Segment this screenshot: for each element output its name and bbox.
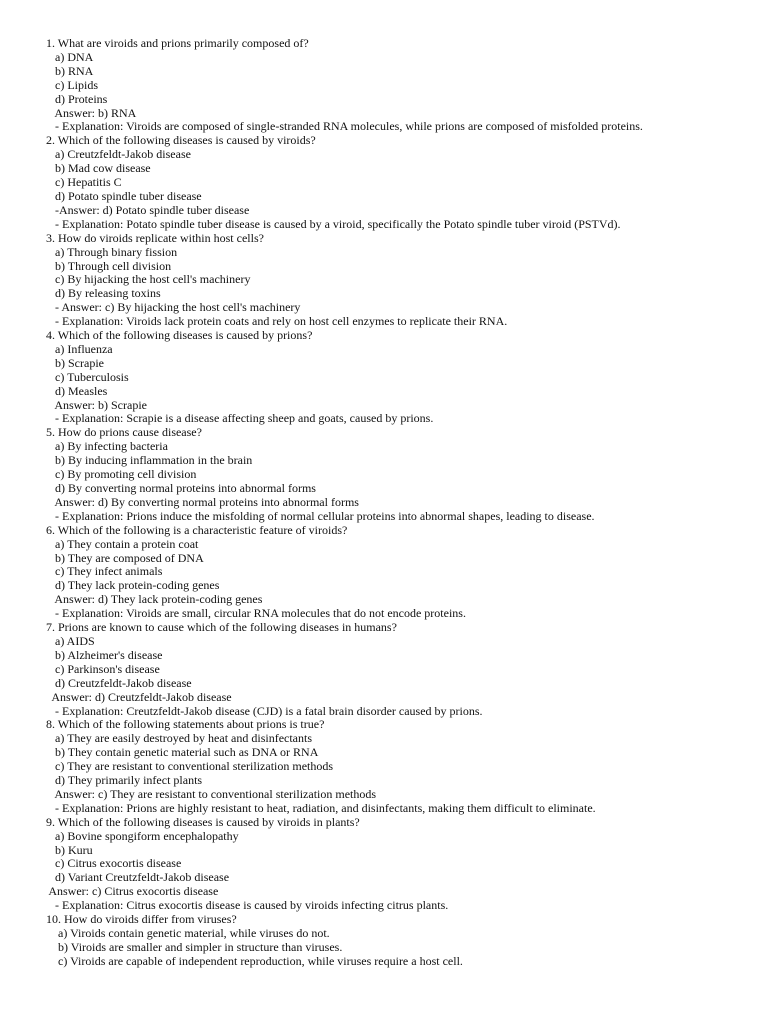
text-line: c) Lipids [46,77,98,92]
text-line: d) Measles [46,383,108,398]
text-line: - Explanation: Viroids are small, circular RNA molecules that do not encode proteins. [46,606,466,621]
text-line: a) Influenza [46,341,113,356]
text-line: -Answer: d) Potato spindle tuber disease [46,202,250,217]
text-line: a) DNA [46,49,94,64]
text-line: c) By hijacking the host cell's machinery [46,272,251,287]
text-line: a) AIDS [46,633,95,648]
text-line: a) Creutzfeldt-Jakob disease [46,147,191,162]
text-line: b) RNA [46,63,94,78]
text-line: b) Mad cow disease [46,161,151,176]
text-line: 4. Which of the following diseases is caused by prions? [46,328,313,343]
text-line: b) By inducing inflammation in the brain [46,453,253,468]
text-line: - Explanation: Potato spindle tuber disease is caused by a viroid, specifically the Potato spindle tuber viroid (PSTVd). [46,216,621,231]
text-line: 2. Which of the following diseases is caused by viroids? [46,133,316,148]
text-line: - Answer: c) By hijacking the host cell's machinery [46,300,301,315]
text-line: - Explanation: Viroids lack protein coats and rely on host cell enzymes to replicate their RNA. [46,314,508,329]
text-line: b) They are composed of DNA [46,550,204,565]
text-line: d) By converting normal proteins into abnormal forms [46,481,316,495]
text-line: 7. Prions are known to cause which of the following diseases in humans? [46,620,397,635]
text-line: b) Kuru [46,842,93,857]
text-line: c) Tuberculosis [46,369,129,384]
text-line: Answer: d) By converting normal proteins into abnormal forms [46,494,359,509]
text-line: d) Potato spindle tuber disease [46,188,202,203]
text-line: - Explanation: Citrus exocortis disease is caused by viroids infecting citrus plants. [46,898,449,913]
text-line: a) Bovine spongiform encephalopathy [46,828,239,843]
text-line: Answer: d) They lack protein-coding genes [46,592,263,607]
text-line: c) They are resistant to conventional sterilization methods [46,759,334,774]
text-line: Answer: b) RNA [46,105,137,120]
text-line: a) They contain a protein coat [46,536,199,551]
text-line: c) Hepatitis C [46,175,122,190]
text-line: Answer: c) They are resistant to conventional sterilization methods [46,786,377,801]
text-line: b) Alzheimer's disease [46,647,163,662]
text-line: b) They contain genetic material such as DNA or RNA [46,745,319,760]
text-line: Answer: b) Scrapie [46,397,147,412]
text-line: c) Viroids are capable of independent reproduction, while viruses require a host cell. [46,953,463,968]
text-line: d) Creutzfeldt-Jakob disease [46,675,192,690]
text-line: 1. What are viroids and prions primarily composed of? [46,36,309,50]
text-line: a) They are easily destroyed by heat and disinfectants [46,731,313,746]
text-line: d) By releasing toxins [46,286,161,301]
text-line: Answer: d) Creutzfeldt-Jakob disease [46,689,232,704]
text-line: 8. Which of the following statements about prions is true? [46,717,325,732]
text-line: - Explanation: Prions are highly resistant to heat, radiation, and disinfectants, making them difficult to eliminate. [46,800,596,815]
text-line: 6. Which of the following is a characteristic feature of viroids? [46,522,348,537]
text-line: a) By infecting bacteria [46,439,168,454]
text-line: b) Through cell division [46,258,172,273]
text-line: Answer: c) Citrus exocortis disease [46,884,219,899]
document-page [46,37,746,969]
text-line: d) Proteins [46,91,108,106]
text-line: 10. How do viroids differ from viruses? [46,912,237,927]
text-line: c) They infect animals [46,564,163,579]
text-line: c) Parkinson's disease [46,661,160,676]
text-line: 3. How do viroids replicate within host cells? [46,230,264,245]
text-line: d) They lack protein-coding genes [46,578,220,593]
text-line: 9. Which of the following diseases is caused by viroids in plants? [46,814,360,829]
text-line: - Explanation: Viroids are composed of single-stranded RNA molecules, while prions are composed of misfolded proteins. [46,119,643,134]
text-line: a) Through binary fission [46,244,178,259]
text-line: - Explanation: Prions induce the misfolding of normal cellular proteins into abnormal shapes, leading to disease. [46,508,595,523]
text-line: - Explanation: Creutzfeldt-Jakob disease (CJD) is a fatal brain disorder caused by prions. [46,703,483,718]
text-line: b) Scrapie [46,355,104,370]
text-line: c) By promoting cell division [46,467,197,482]
text-line: d) They primarily infect plants [46,773,203,788]
text-line: b) Viroids are smaller and simpler in structure than viruses. [46,939,343,954]
text-line: d) Variant Creutzfeldt-Jakob disease [46,870,230,885]
text-line: 5. How do prions cause disease? [46,425,202,440]
text-line: - Explanation: Scrapie is a disease affecting sheep and goats, caused by prions. [46,411,434,426]
text-line: a) Viroids contain genetic material, while viruses do not. [46,926,330,940]
text-line: c) Citrus exocortis disease [46,856,182,871]
